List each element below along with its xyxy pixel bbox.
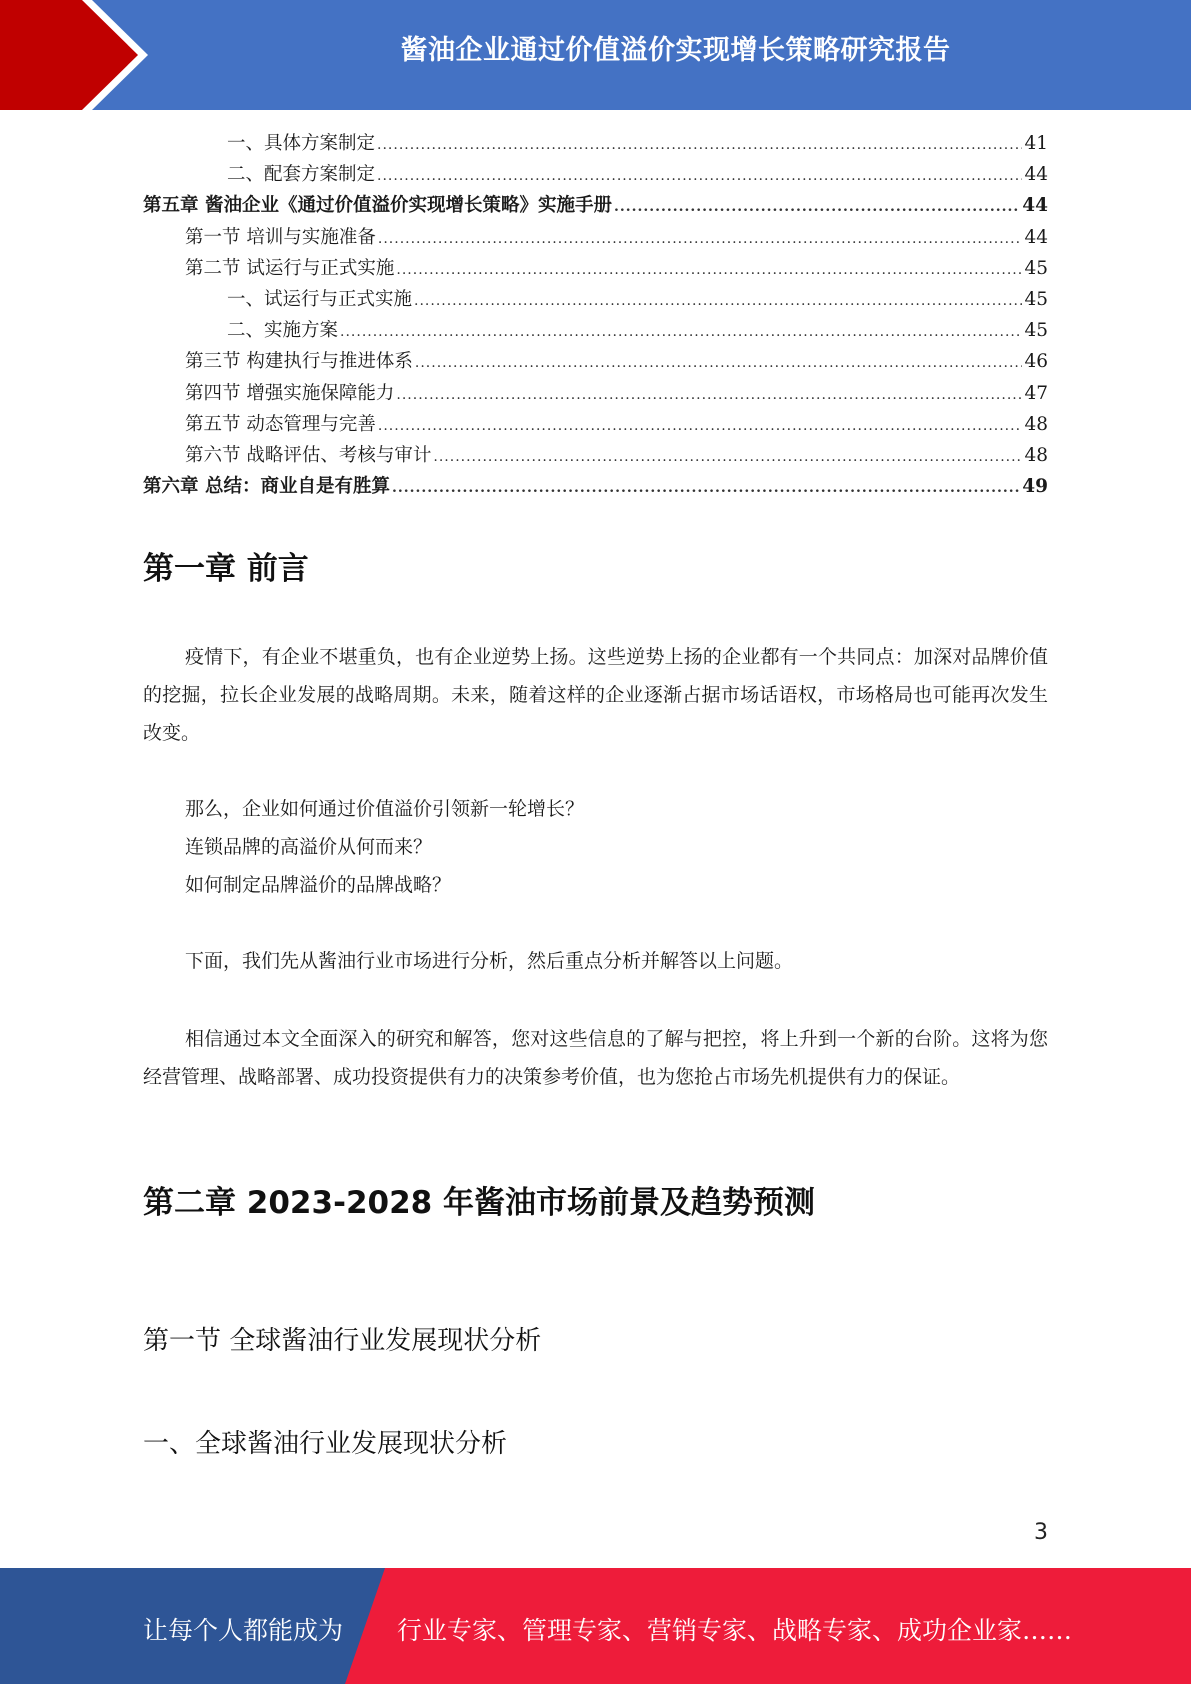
page-number: 3 (1034, 1520, 1048, 1545)
toc-entry-page: 46 (1024, 351, 1048, 373)
chapter-1-heading: 第一章 前言 (143, 551, 309, 587)
toc-entry-title: 二、实施方案 (227, 320, 339, 342)
toc-dot-leader (414, 286, 1022, 317)
toc-entry-title: 第六节 战略评估、考核与审计 (185, 444, 432, 466)
footer-slogan-roles: 行业专家、管理专家、营销专家、战略专家、成功企业家…… (397, 1616, 1073, 1645)
toc-entry-title: 第五节 动态管理与完善 (185, 413, 376, 435)
toc-dot-leader (614, 192, 1020, 223)
header-banner (0, 0, 1191, 110)
toc-entry-title: 二、配套方案制定 (227, 164, 376, 186)
toc-dot-leader (396, 380, 1022, 411)
toc-entry-page: 44 (1022, 195, 1048, 217)
toc-entry-title: 第五章 酱油企业《通过价值溢价实现增长策略》实施手册 (143, 195, 612, 217)
toc-entry-title: 第六章 总结：商业自是有胜算 (143, 476, 390, 498)
toc-entry[interactable] (143, 378, 1048, 409)
toc-entry-page: 44 (1024, 164, 1048, 186)
toc-entry[interactable] (143, 253, 1048, 284)
section-1-heading: 第一节 全球酱油行业发展现状分析 (143, 1326, 542, 1356)
toc-entry-title: 第三节 构建执行与推进体系 (185, 351, 413, 373)
toc-entry[interactable] (143, 222, 1048, 253)
toc-entry[interactable] (143, 440, 1048, 471)
conclusion-paragraph: 相信通过本文全面深入的研究和解答，您对这些信息的了解与把控，将上升到一个新的台阶。这将为您经营管理、战略部署、成功投资提供有力的决策参考价值，也为您抢占市场先机提供有力的保证。 (143, 1028, 1048, 1088)
toc-entry-page: 47 (1024, 382, 1048, 404)
toc-entry[interactable] (143, 190, 1048, 221)
intro-paragraph: 疫情下，有企业不堪重负，也有企业逆势上扬。这些逆势上扬的企业都有一个共同点：加深对品牌价值的挖掘，拉长企业发展的战略周期。未来，随着这样的企业逐渐占据市场话语权，市场格局也可能再次发生改变。 (143, 646, 1048, 744)
toc-entry-page: 48 (1024, 444, 1048, 466)
question-line-1: 那么，企业如何通过价值溢价引领新一轮增长？ (185, 798, 585, 820)
toc-dot-leader (378, 411, 1023, 442)
toc-entry[interactable] (143, 128, 1048, 159)
footer-slogan-lead: 让每个人都能成为 (143, 1616, 344, 1645)
toc-entry-title: 第四节 增强实施保障能力 (185, 382, 395, 404)
toc-entry-title: 第二节 试运行与正式实施 (185, 257, 395, 279)
report-title: 酱油企业通过价值溢价实现增长策略研究报告 (400, 35, 951, 66)
toc-entry[interactable] (143, 409, 1048, 440)
toc-dot-leader (415, 348, 1023, 379)
toc-entry[interactable] (143, 159, 1048, 190)
toc-entry-page: 44 (1024, 226, 1048, 248)
red-chevron-decoration (0, 0, 160, 110)
toc-dot-leader (377, 130, 1022, 161)
subsection-1-heading: 一、全球酱油行业发展现状分析 (143, 1429, 508, 1459)
toc-entry-page: 49 (1022, 476, 1048, 498)
toc-entry-page: 41 (1024, 133, 1048, 154)
toc-entry[interactable] (143, 284, 1048, 315)
toc-entry-title: 一、试运行与正式实施 (227, 288, 413, 310)
toc-entry-page: 45 (1024, 288, 1048, 310)
chapter-2-heading: 第二章 2023-2028 年酱油市场前景及趋势预测 (143, 1185, 816, 1221)
toc-entry-page: 45 (1024, 257, 1048, 279)
question-line-2: 连锁品牌的高溢价从何而来？ (185, 836, 433, 858)
toc-entry-title: 第一节 培训与实施准备 (185, 226, 376, 248)
footer-banner (0, 1568, 1191, 1684)
question-line-3: 如何制定品牌溢价的品牌战略？ (185, 874, 452, 896)
analysis-paragraph: 下面，我们先从酱油行业市场进行分析，然后重点分析并解答以上问题。 (185, 950, 794, 972)
toc-dot-leader (378, 224, 1023, 255)
toc-dot-leader (377, 161, 1022, 192)
toc-entry-page: 45 (1024, 320, 1048, 342)
toc-entry-page: 48 (1024, 413, 1048, 435)
toc-entry[interactable] (143, 315, 1048, 346)
toc-entry[interactable] (143, 471, 1048, 502)
toc-dot-leader (340, 317, 1022, 348)
table-of-contents (143, 128, 1048, 502)
toc-entry[interactable] (143, 346, 1048, 377)
toc-dot-leader (392, 473, 1020, 504)
toc-dot-leader (433, 442, 1022, 473)
toc-entry-title: 一、具体方案制定 (227, 133, 376, 154)
toc-dot-leader (396, 255, 1022, 286)
